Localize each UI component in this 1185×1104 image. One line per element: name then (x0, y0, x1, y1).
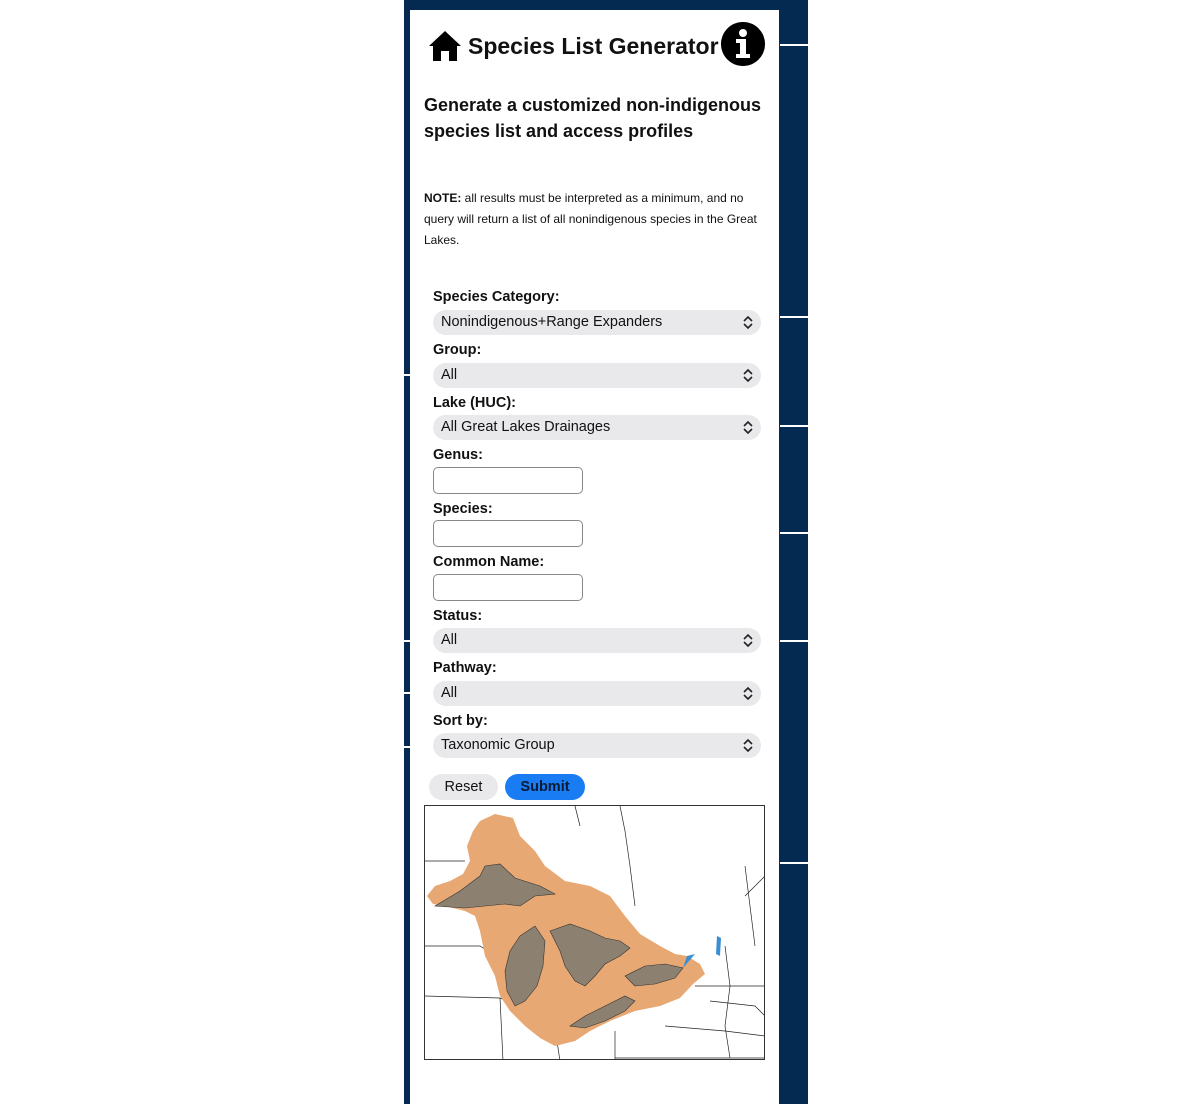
reset-button[interactable]: Reset (429, 774, 498, 800)
header (428, 22, 763, 70)
chevron-updown-icon (743, 634, 753, 647)
group-select[interactable] (433, 363, 761, 388)
common-name-label: Common Name: (433, 554, 545, 570)
intro-heading: Generate a customized non-indigenous species list and access profiles (424, 95, 762, 141)
lake-select[interactable] (433, 415, 761, 440)
pathway-label: Pathway: (433, 660, 497, 676)
divider (780, 532, 808, 534)
pathway-value: All (441, 685, 458, 701)
species-category-select[interactable] (433, 310, 761, 335)
note-label: NOTE: (424, 191, 462, 205)
status-label: Status: (433, 608, 483, 624)
chevron-updown-icon (743, 739, 753, 752)
main-panel (410, 10, 779, 1104)
lake-champlain (716, 936, 721, 956)
group-label: Group: (433, 342, 482, 358)
page-title: Species List Generator (468, 32, 719, 59)
chevron-updown-icon (743, 316, 753, 329)
divider (780, 862, 808, 864)
lake-value: All Great Lakes Drainages (441, 419, 611, 435)
sort-by-label: Sort by: (433, 713, 488, 729)
note-text: all results must be interpreted as a minimum, and no query will return a list of all nonindigenous species in the Great Lakes. (424, 191, 757, 247)
intro-note (424, 188, 769, 251)
pathway-select[interactable] (433, 681, 761, 706)
status-select[interactable] (433, 628, 761, 653)
divider (780, 640, 808, 642)
species-input[interactable] (433, 520, 583, 547)
sort-by-select[interactable] (433, 733, 761, 758)
sort-by-value: Taxonomic Group (441, 737, 555, 753)
home-icon[interactable] (428, 29, 462, 63)
genus-label: Genus: (433, 447, 483, 463)
submit-button[interactable]: Submit (505, 774, 585, 800)
status-value: All (441, 632, 458, 648)
species-category-value: Nonindigenous+Range Expanders (441, 314, 663, 330)
common-name-input[interactable] (433, 574, 583, 601)
map-graphic (425, 806, 765, 1060)
lake-label: Lake (HUC): (433, 395, 516, 411)
species-category-label: Species Category: (433, 289, 560, 305)
species-label: Species: (433, 501, 493, 517)
genus-input[interactable] (433, 467, 583, 494)
chevron-updown-icon (743, 369, 753, 382)
divider (780, 316, 808, 318)
great-lakes-map[interactable] (424, 805, 765, 1060)
info-icon[interactable] (721, 22, 765, 66)
chevron-updown-icon (743, 687, 753, 700)
chevron-updown-icon (743, 421, 753, 434)
divider (780, 44, 808, 46)
divider (780, 425, 808, 427)
group-value: All (441, 367, 458, 383)
